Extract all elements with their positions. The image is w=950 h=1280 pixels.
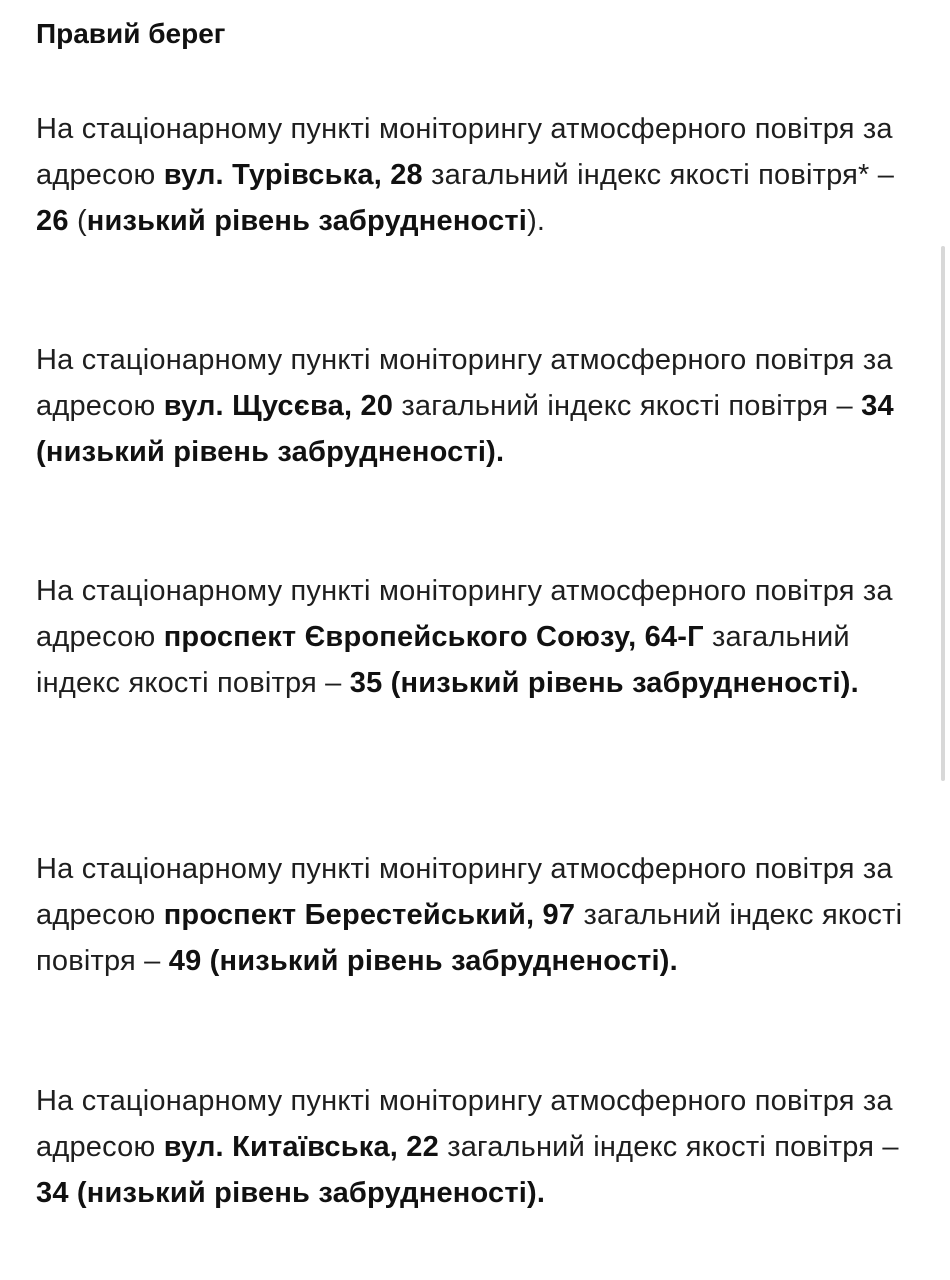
index-value-level: 34 (низький рівень забрудненості). — [36, 390, 894, 468]
scrollbar[interactable] — [941, 246, 945, 781]
station-paragraph-beresteiskyi — [36, 846, 916, 984]
station-address: проспект Європейського Союзу, 64-Г — [163, 621, 704, 653]
intro-text: На стаціонарному пункті моніторингу атмосферного повітря за адресою — [36, 853, 893, 931]
station-paragraph-shchuseva — [36, 337, 916, 475]
index-label: загальний індекс якості повітря – — [401, 390, 853, 422]
station-address: вул. Щусєва, 20 — [163, 390, 394, 422]
index-value-level: 35 (низький рівень забрудненості). — [349, 667, 859, 699]
station-paragraph-kytaivska — [36, 1078, 916, 1216]
index-label: загальний індекс якості повітря – — [36, 621, 850, 699]
station-paragraph-yevropeiskoho-soiuzu — [36, 568, 916, 706]
pollution-level: низький рівень забрудненості — [86, 205, 528, 237]
station-address: проспект Берестейський, 97 — [163, 899, 576, 931]
intro-text: На стаціонарному пункті моніторингу атмосферного повітря за адресою — [36, 344, 893, 422]
close-paren: ). — [527, 205, 546, 237]
index-value: 26 — [36, 205, 69, 237]
index-label: загальний індекс якості повітря* – — [431, 159, 895, 191]
index-value-level: 34 (низький рівень забрудненості). — [36, 1177, 546, 1209]
section-title: Правий берег — [36, 18, 226, 49]
intro-text: На стаціонарному пункті моніторингу атмосферного повітря за адресою — [36, 1085, 893, 1163]
open-paren: ( — [76, 205, 87, 237]
station-address: вул. Турівська, 28 — [163, 159, 423, 191]
station-address: вул. Китаївська, 22 — [163, 1131, 439, 1163]
intro-text: На стаціонарному пункті моніторингу атмосферного повітря за адресою — [36, 113, 893, 191]
intro-text: На стаціонарному пункті моніторингу атмосферного повітря за адресою — [36, 575, 893, 653]
index-value-level: 49 (низький рівень забрудненості). — [168, 945, 678, 977]
index-label: загальний індекс якості повітря – — [36, 899, 903, 977]
station-paragraph-turivska — [36, 106, 916, 244]
index-label: загальний індекс якості повітря – — [447, 1131, 899, 1163]
